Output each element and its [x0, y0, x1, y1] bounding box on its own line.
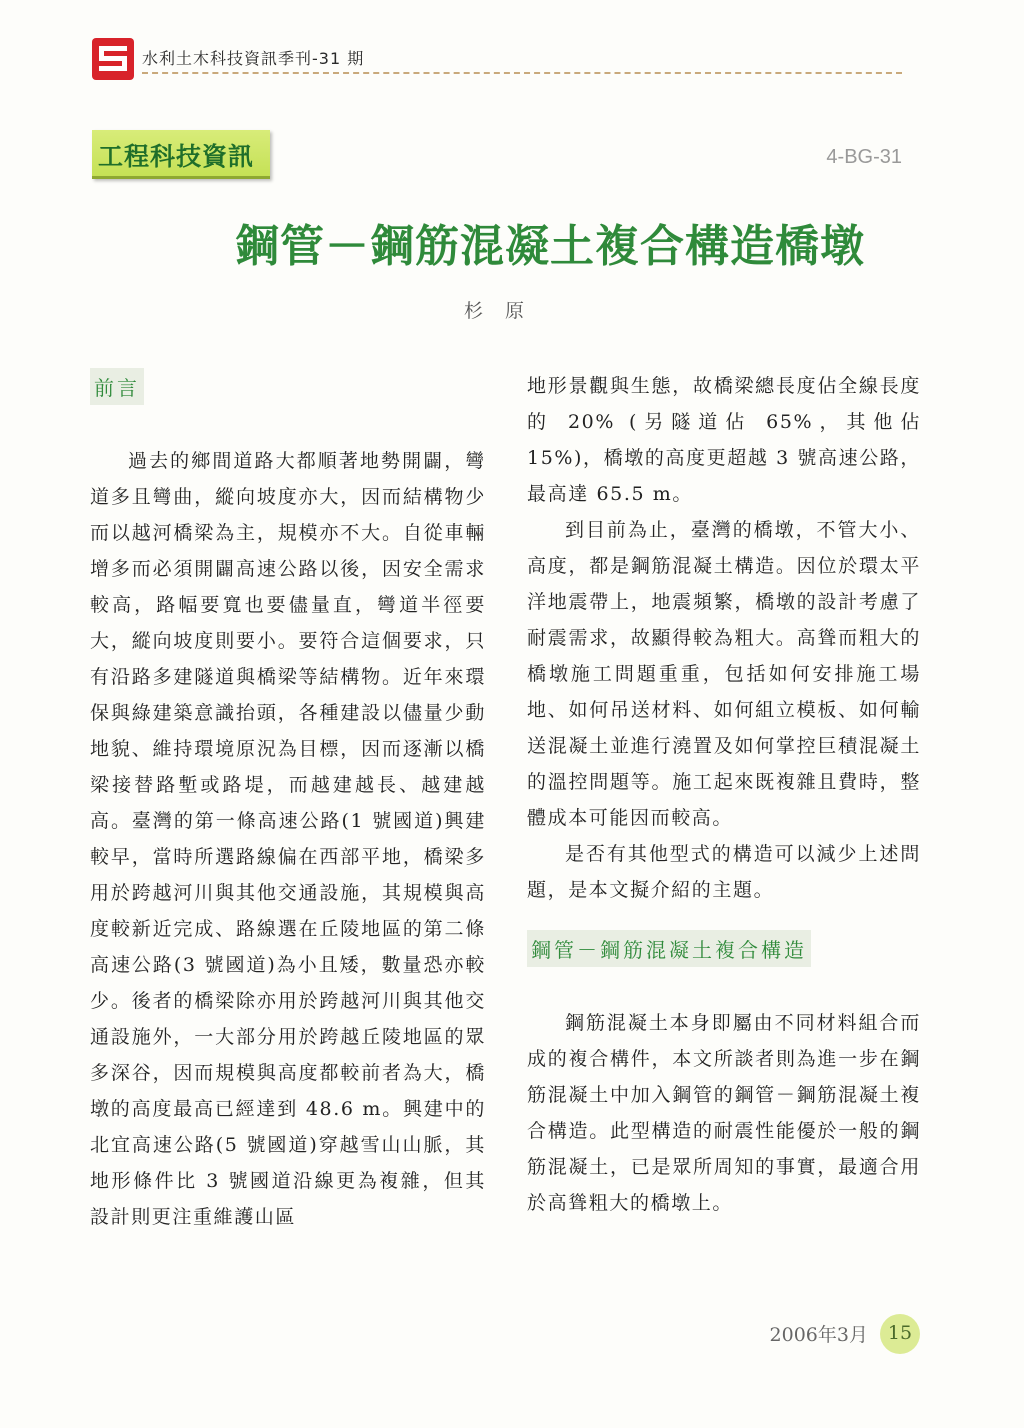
intro-paragraph: 過去的鄉間道路大都順著地勢開闢，彎道多且彎曲，縱向坡度亦大，因而結構物少而以越河橋梁為主，規模亦不大。自從車輛增多而必須開闢高速公路以後，因安全需求較高，路幅要寬也要儘量直，彎道半徑要大，縱向坡度則要小。要符合這個要求，只有沿路多建隧道與橋梁等結構物。近年來環保與綠建築意識抬頭，各種建設以儘量少動地貌、維持環境原況為目標，因而逐漸以橋梁接替路塹或路堤，而越建越長、越建越高。臺灣的第一條高速公路(1 號國道)興建較早，當時所選路線偏在西部平地，橋梁多用於跨越河川與其他交通設施，其規模與高度較新近完成、路線選在丘陵地區的第二條高速公路(3 號國道)為小且矮，數量恐亦較少。後者的橋梁除亦用於跨越河川與其他交通設施外，一大部分用於跨越丘陵地區的眾多深谷，因而規模與高度都較前者為大，橋墩的高度最高已經達到 48.6 m。興建中的北宜高速公路(5 號國道)穿越雪山山脈，其地形條件比 3 號國道沿線更為複雜，但其設計則更注重維護山區 — [90, 450, 486, 1228]
paragraph-current-piers: 到目前為止，臺灣的橋墩，不管大小、高度，都是鋼筋混凝土構造。因位於環太平洋地震帶上，地震頻繁，橋墩的設計考慮了耐震需求，故顯得較為粗大。高聳而粗大的橋墩施工問題重重，包括如何安排施工場地、如何吊送材料、如何組立模板、如何輸送混凝土並進行澆置及如何掌控巨積混凝土的溫控問題等。施工起來既複雜且費時，整體成本可能因而較高。 — [527, 519, 921, 829]
article-title: 鋼管－鋼筋混凝土複合構造橋墩 — [235, 221, 865, 272]
paragraph-continued: 地形景觀與生態，故橋梁總長度佔全線長度的 20% (另隧道佔 65%，其他佔 15%)，橋墩的高度更超越 3 號高速公路，最高達 65.5 m。 — [527, 375, 922, 505]
section-tag — [92, 130, 270, 179]
paragraph-topic: 是否有其他型式的構造可以減少上述問題，是本文擬介紹的主題。 — [527, 843, 921, 901]
header-divider — [142, 72, 902, 74]
article-author: 杉原 — [463, 300, 546, 322]
page-number: 15 — [880, 1314, 920, 1354]
section-heading-composite: 鋼管－鋼筋混凝土複合構造 — [527, 930, 811, 967]
section-heading-intro: 前言 — [90, 368, 144, 405]
left-column — [90, 368, 486, 1235]
page-header — [92, 38, 902, 84]
journal-title: 水利土木科技資訊季刊-31 期 — [142, 49, 365, 68]
right-column — [527, 368, 921, 1221]
section-tag-label: 工程科技資訊 — [98, 142, 255, 171]
paragraph-composite: 鋼筋混凝土本身即屬由不同材料組合而成的複合構件，本文所談者則為進一步在鋼筋混凝土中加入鋼管的鋼管－鋼筋混凝土複合構造。此型構造的耐震性能優於一般的鋼筋混凝土，已是眾所周知的事實，最適合用於高聳粗大的橋墩上。 — [527, 1012, 921, 1214]
document-code: 4-BG-31 — [826, 146, 902, 168]
issue-date: 2006年3月 — [769, 1324, 868, 1346]
journal-logo-icon — [92, 38, 134, 80]
